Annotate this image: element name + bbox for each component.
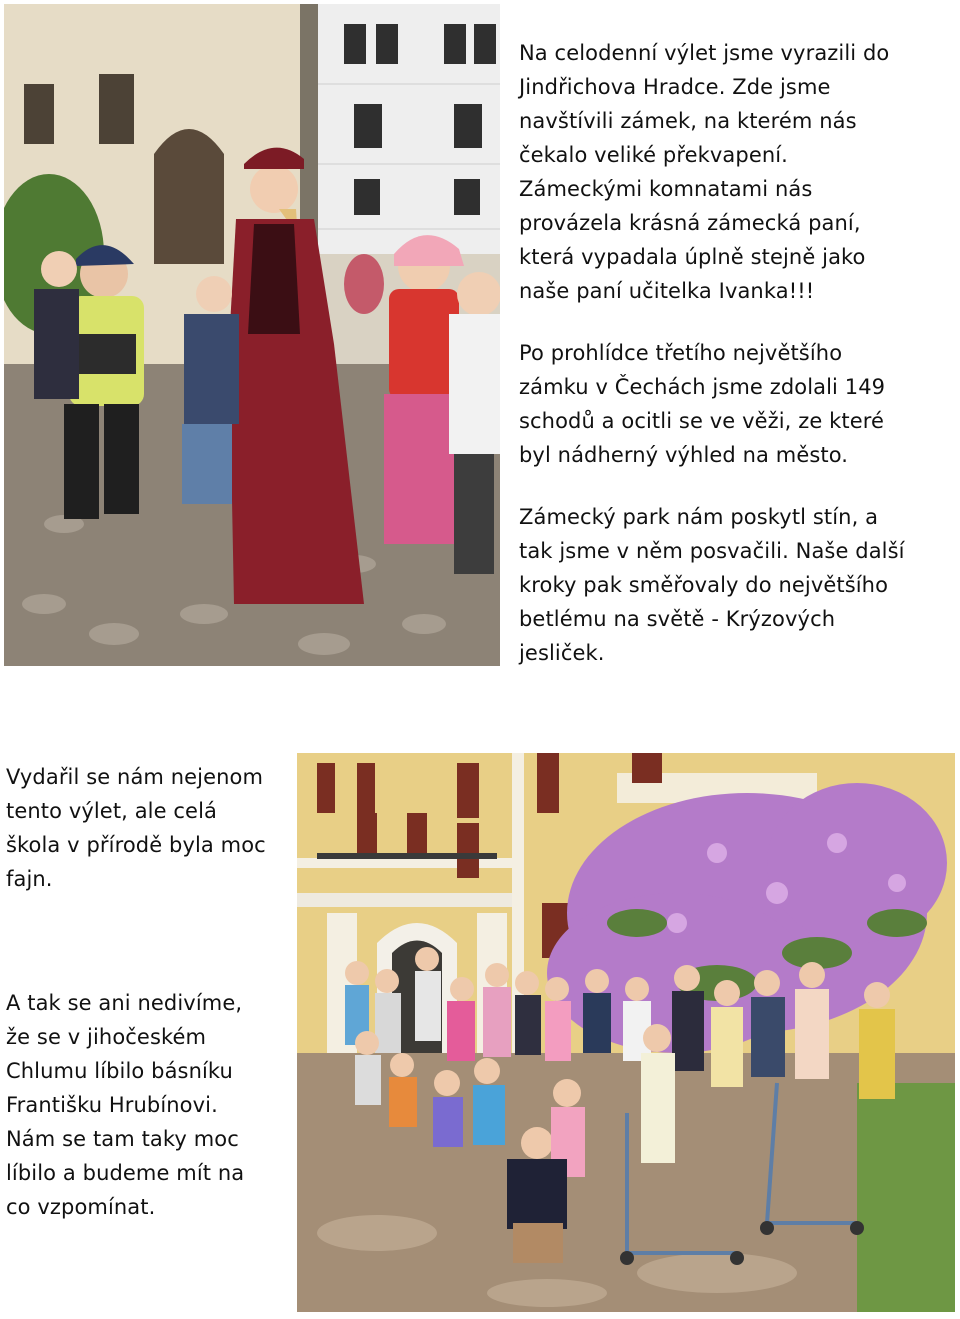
paragraph-trip-success [6, 760, 266, 896]
castle-courtyard-photo [4, 4, 500, 666]
text-line: byl nádherný výhled na město. [519, 443, 849, 467]
text-line: že se v jihočeském [6, 1025, 207, 1049]
text-line: tento výlet, ale celá [6, 799, 217, 823]
text-line: naše paní učitelka Ivanka!!! [519, 279, 815, 303]
text-line: Chlumu líbilo básníku [6, 1059, 233, 1083]
text-line: Jindřichova Hradce. Zde jsme [519, 75, 831, 99]
text-line: schodů a ocitli se ve věži, ze které [519, 409, 885, 433]
text-line: provázela krásná zámecká paní, [519, 211, 861, 235]
text-line: Nám se tam taky moc [6, 1127, 239, 1151]
text-line: Zámeckými komnatami nás [519, 177, 813, 201]
text-line: A tak se ani nedivíme, [6, 991, 243, 1015]
text-line: čekalo veliké překvapení. [519, 143, 788, 167]
text-line: jesliček. [519, 641, 605, 665]
text-line: navštívili zámek, na kterém nás [519, 109, 857, 133]
paragraph-castle-park [519, 500, 905, 670]
text-line: betlému na světě - Krýzových [519, 607, 836, 631]
text-line: Vydařil se nám nejenom [6, 765, 264, 789]
text-line: škola v přírodě byla moc [6, 833, 266, 857]
castle-courtyard-illustration [4, 4, 500, 666]
text-line: Po prohlídce třetího největšího [519, 341, 843, 365]
text-line: Františku Hrubínovi. [6, 1093, 218, 1117]
text-line: fajn. [6, 867, 53, 891]
text-line: Na celodenní výlet jsme vyrazili do [519, 41, 890, 65]
text-line: co vzpomínat. [6, 1195, 156, 1219]
text-line: líbilo a budeme mít na [6, 1161, 245, 1185]
paragraph-castle-visit [519, 36, 889, 308]
text-line: Zámecký park nám poskytl stín, a [519, 505, 879, 529]
paragraph-tower-climb [519, 336, 885, 472]
text-line: která vypadala úplně stejně jako [519, 245, 866, 269]
text-line: zámku v Čechách jsme zdolali 149 [519, 375, 886, 399]
group-photo-chateau [297, 753, 955, 1312]
group-chateau-illustration [297, 753, 955, 1312]
text-line: kroky pak směřovaly do největšího [519, 573, 889, 597]
paragraph-chlum-memories [6, 986, 244, 1224]
text-line: tak jsme v něm posvačili. Naše další [519, 539, 905, 563]
